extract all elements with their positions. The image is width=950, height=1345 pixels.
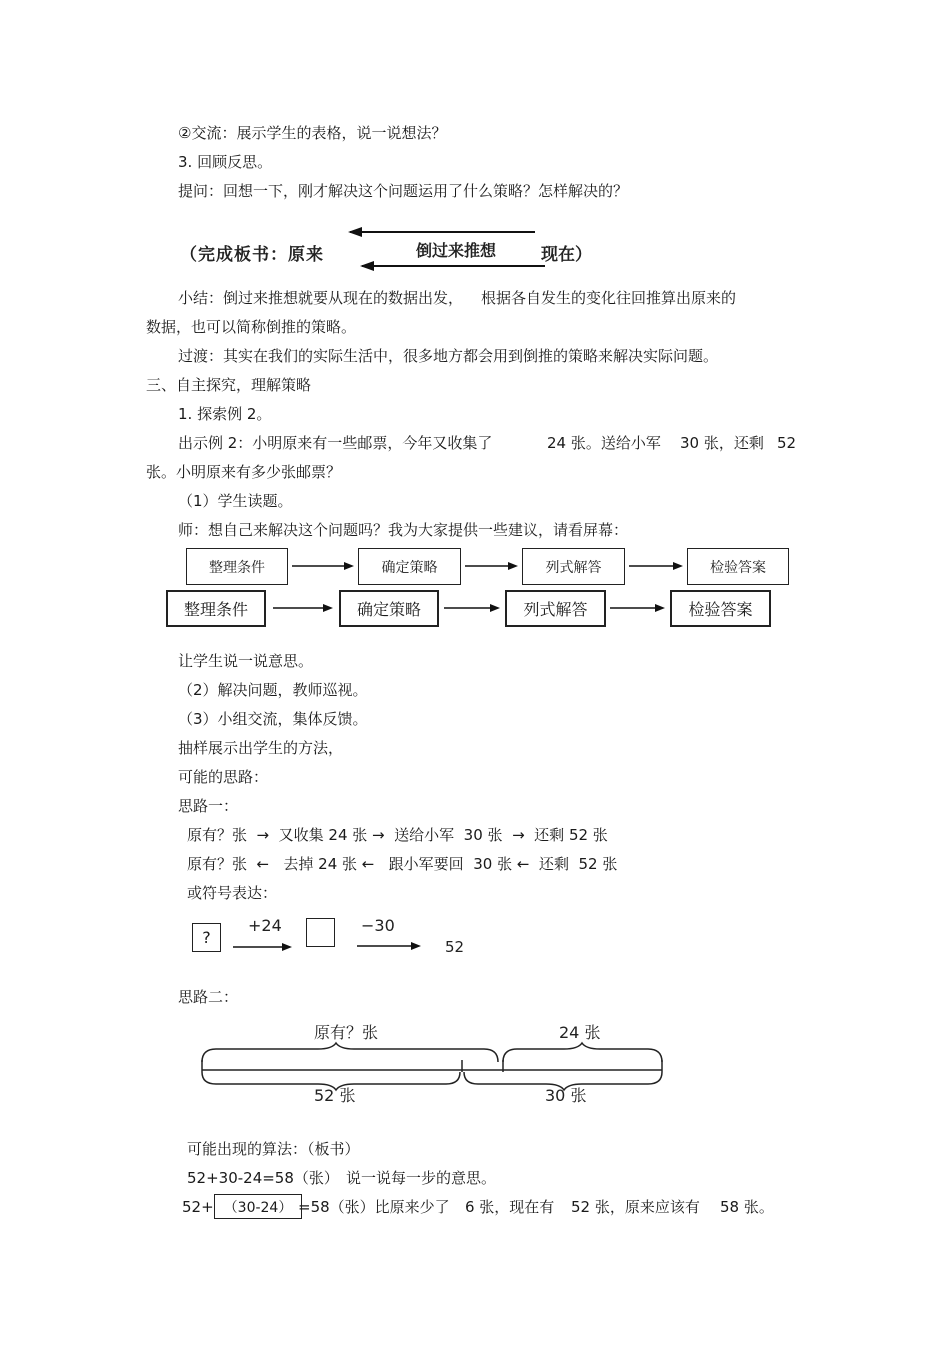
line-formula-two-c: 6 张，现在有 bbox=[465, 1198, 555, 1216]
line-question: 提问：回想一下，刚才解决这个问题运用了什么策略？怎样解决的？ bbox=[178, 182, 629, 200]
line-example-heading: 1. 探索例 2。 bbox=[178, 405, 272, 423]
segment-label-top-right: 24 张 bbox=[559, 1023, 601, 1042]
line-example-d: 52 bbox=[777, 434, 797, 452]
line-formula-two-e: 58 张。 bbox=[720, 1198, 774, 1216]
line-formula-two-a: 52+ bbox=[182, 1198, 214, 1216]
flow-small-4: 检验答案 bbox=[687, 548, 789, 585]
line-forward-chain: 原有？张 → 又收集 24 张 → 送给小军 30 张 → 还剩 52 张 bbox=[187, 826, 608, 844]
line-summary-c: 数据，也可以简称倒推的策略。 bbox=[146, 318, 357, 336]
line-review-heading: 3. 回顾反思。 bbox=[178, 153, 273, 171]
segment-label-top-left: 原有？张 bbox=[314, 1023, 379, 1042]
line-read: （1）学生读题。 bbox=[178, 492, 293, 510]
line-group: （3）小组交流，集体反馈。 bbox=[178, 710, 368, 728]
line-solve: （2）解决问题，教师巡视。 bbox=[178, 681, 368, 699]
line-example-a: 出示例 2：小明原来有一些邮票，今年又收集了 bbox=[178, 434, 493, 452]
segment-label-bottom-right: 30 张 bbox=[545, 1086, 587, 1105]
line-formula-one-note: 说一说每一步的意思。 bbox=[346, 1169, 497, 1187]
board-middle: 倒过来推想 bbox=[416, 241, 497, 260]
line-formula-two-d: 52 张，原来应该有 bbox=[571, 1198, 700, 1216]
segment-label-bottom-left: 52 张 bbox=[314, 1086, 356, 1105]
flow-big-4: 检验答案 bbox=[670, 590, 771, 627]
line-idea-one: 思路一： bbox=[178, 797, 239, 815]
flow-big-2: 确定策略 bbox=[339, 590, 439, 627]
symbol-result: 52 bbox=[445, 938, 465, 956]
line-explain: 让学生说一说意思。 bbox=[178, 652, 314, 670]
symbol-minus: −30 bbox=[361, 916, 395, 935]
section-heading: 三、自主探究，理解策略 bbox=[146, 376, 312, 394]
line-symbol: 或符号表达： bbox=[187, 884, 278, 902]
line-summary-b: 根据各自发生的变化往回推算出原来的 bbox=[481, 289, 737, 307]
flow-small-3: 列式解答 bbox=[522, 548, 625, 585]
board-right: 现在） bbox=[541, 245, 592, 265]
line-example-e: 张。小明原来有多少张邮票？ bbox=[146, 463, 342, 481]
line-backward-chain: 原有？张 ← 去掉 24 张 ← 跟小军要回 30 张 ← 还剩 52 张 bbox=[187, 855, 618, 873]
flow-small-2: 确定策略 bbox=[358, 548, 461, 585]
symbol-question-box: ? bbox=[192, 923, 221, 952]
line-summary-a: 小结：倒过来推想就要从现在的数据出发， bbox=[178, 289, 464, 307]
line-idea-two: 思路二： bbox=[178, 988, 239, 1006]
line-example-c: 30 张，还剩 bbox=[680, 434, 764, 452]
line-example-b: 24 张。送给小军 bbox=[547, 434, 661, 452]
flow-big-1: 整理条件 bbox=[166, 590, 266, 627]
flow-small-1: 整理条件 bbox=[186, 548, 288, 585]
symbol-plus: +24 bbox=[248, 916, 282, 935]
line-exchange: ②交流：展示学生的表格，说一说想法？ bbox=[178, 124, 447, 142]
line-algorithms: 可能出现的算法：（板书） bbox=[187, 1140, 360, 1158]
line-teacher: 师：想自己来解决这个问题吗？我为大家提供一些建议，请看屏幕： bbox=[178, 521, 629, 539]
formula-box: （30-24） bbox=[214, 1194, 302, 1219]
line-formula-one: 52+30-24=58（张） bbox=[187, 1169, 339, 1187]
line-transition: 过渡：其实在我们的实际生活中，很多地方都会用到倒推的策略来解决实际问题。 bbox=[178, 347, 719, 365]
flow-big-3: 列式解答 bbox=[505, 590, 606, 627]
line-sample: 抽样展示出学生的方法， bbox=[178, 739, 344, 757]
line-possible: 可能的思路： bbox=[178, 768, 269, 786]
line-formula-two-b: =58（张）比原来少了 bbox=[298, 1198, 450, 1216]
board-left: （完成板书：原来 bbox=[180, 245, 324, 265]
